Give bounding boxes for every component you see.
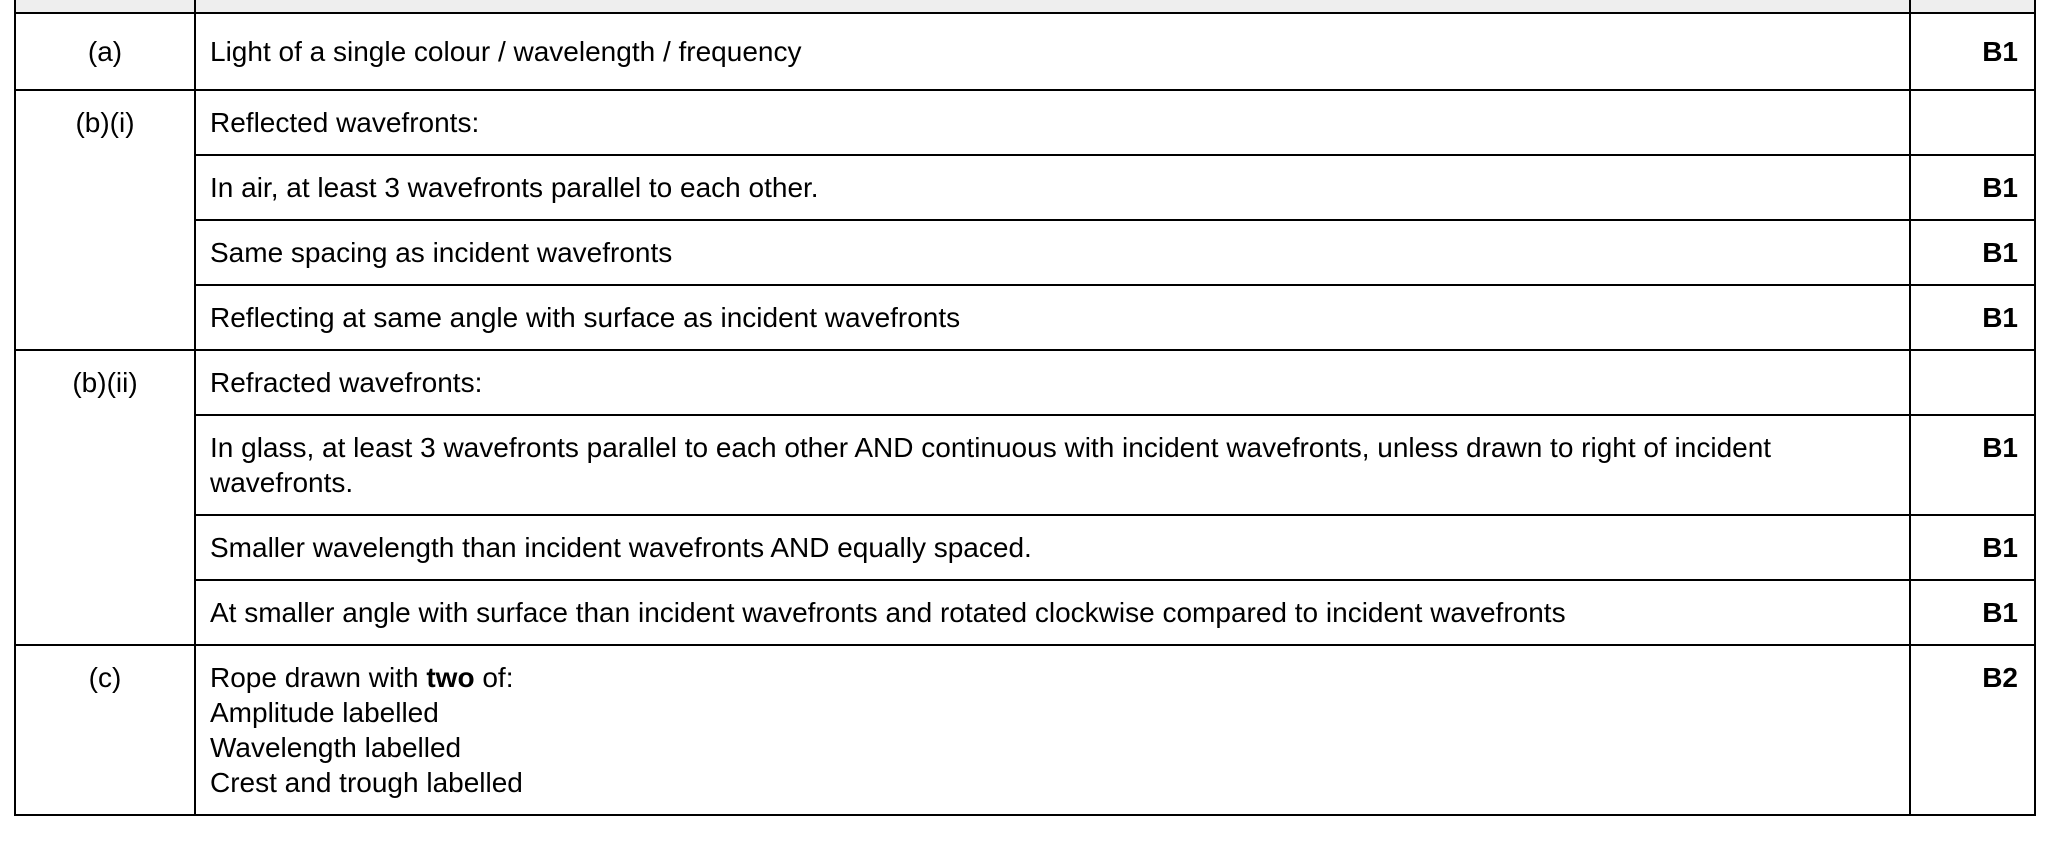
- answer-cell: [195, 285, 1910, 350]
- answer-cell: [195, 155, 1910, 220]
- mark-cell: [1910, 580, 2035, 645]
- mark-code: B1: [1982, 172, 2018, 203]
- answer-heading: Reflected wavefronts:: [210, 107, 480, 138]
- mark-code: B1: [1982, 36, 2018, 67]
- answer-emphasis: two: [426, 662, 475, 693]
- answer-text: In air, at least 3 wavefronts parallel to each other.: [210, 172, 819, 203]
- mark-cell: [1910, 13, 2035, 90]
- answer-cell: [195, 220, 1910, 285]
- answer-text: At smaller angle with surface than incident wavefronts and rotated clockwise compared to incident wavefronts: [210, 597, 1566, 628]
- answer-text: Reflecting at same angle with surface as incident wavefronts: [210, 302, 961, 333]
- mark-scheme-page: [14, 0, 2034, 816]
- answer-intro: Rope drawn with: [210, 662, 427, 693]
- mark-cell: [1910, 285, 2035, 350]
- table-row: [15, 13, 2035, 90]
- answer-intro-line: [210, 660, 1879, 695]
- answer-cell: [195, 645, 1910, 815]
- table-row: [15, 645, 2035, 815]
- mark-scheme-table: [14, 0, 2036, 816]
- mark-cell: [1910, 515, 2035, 580]
- mark-cell: [1910, 645, 2035, 815]
- header-cell-question: [15, 0, 195, 13]
- question-number: (b)(ii): [72, 367, 138, 398]
- answer-cell: [195, 350, 1910, 415]
- mark-code: B1: [1982, 302, 2018, 333]
- table-row: [15, 580, 2035, 645]
- mark-cell: [1910, 90, 2035, 155]
- question-number-cell: [15, 13, 195, 90]
- mark-code: B1: [1982, 432, 2018, 463]
- answer-text: Light of a single colour / wavelength / frequency: [210, 36, 802, 67]
- table-row: [15, 515, 2035, 580]
- question-number: (c): [88, 662, 122, 693]
- question-number-cell: [15, 90, 195, 350]
- mark-code: B1: [1982, 532, 2018, 563]
- answer-option: Wavelength labelled: [210, 732, 462, 763]
- mark-cell: [1910, 415, 2035, 515]
- mark-cell: [1910, 350, 2035, 415]
- question-number-cell: [15, 645, 195, 815]
- answer-cell: [195, 580, 1910, 645]
- answer-cell: [195, 90, 1910, 155]
- header-cell-marks: [1910, 0, 2035, 13]
- table-row: [15, 285, 2035, 350]
- table-row: [15, 350, 2035, 415]
- answer-text: Smaller wavelength than incident wavefronts AND equally spaced.: [210, 532, 1032, 563]
- answer-text: In glass, at least 3 wavefronts parallel to each other AND continuous with incident wavefronts, unless drawn to right of incident wavefronts.: [210, 432, 1772, 498]
- question-number-cell: [15, 350, 195, 645]
- answer-text: Same spacing as incident wavefronts: [210, 237, 673, 268]
- table-row: [15, 220, 2035, 285]
- answer-option: Amplitude labelled: [210, 697, 439, 728]
- answer-option: Crest and trough labelled: [210, 767, 523, 798]
- table-header-row: [15, 0, 2035, 13]
- mark-cell: [1910, 155, 2035, 220]
- table-row: [15, 90, 2035, 155]
- table-row: [15, 155, 2035, 220]
- mark-code: B2: [1982, 662, 2018, 693]
- table-row: [15, 415, 2035, 515]
- answer-cell: [195, 515, 1910, 580]
- mark-cell: [1910, 220, 2035, 285]
- header-cell-answer: [195, 0, 1910, 13]
- question-number: (a): [87, 36, 123, 67]
- answer-cell: [195, 13, 1910, 90]
- answer-cell: [195, 415, 1910, 515]
- question-number: (b)(i): [75, 107, 135, 138]
- mark-code: B1: [1982, 237, 2018, 268]
- answer-intro-end: of:: [474, 662, 514, 693]
- mark-code: B1: [1982, 597, 2018, 628]
- answer-heading: Refracted wavefronts:: [210, 367, 483, 398]
